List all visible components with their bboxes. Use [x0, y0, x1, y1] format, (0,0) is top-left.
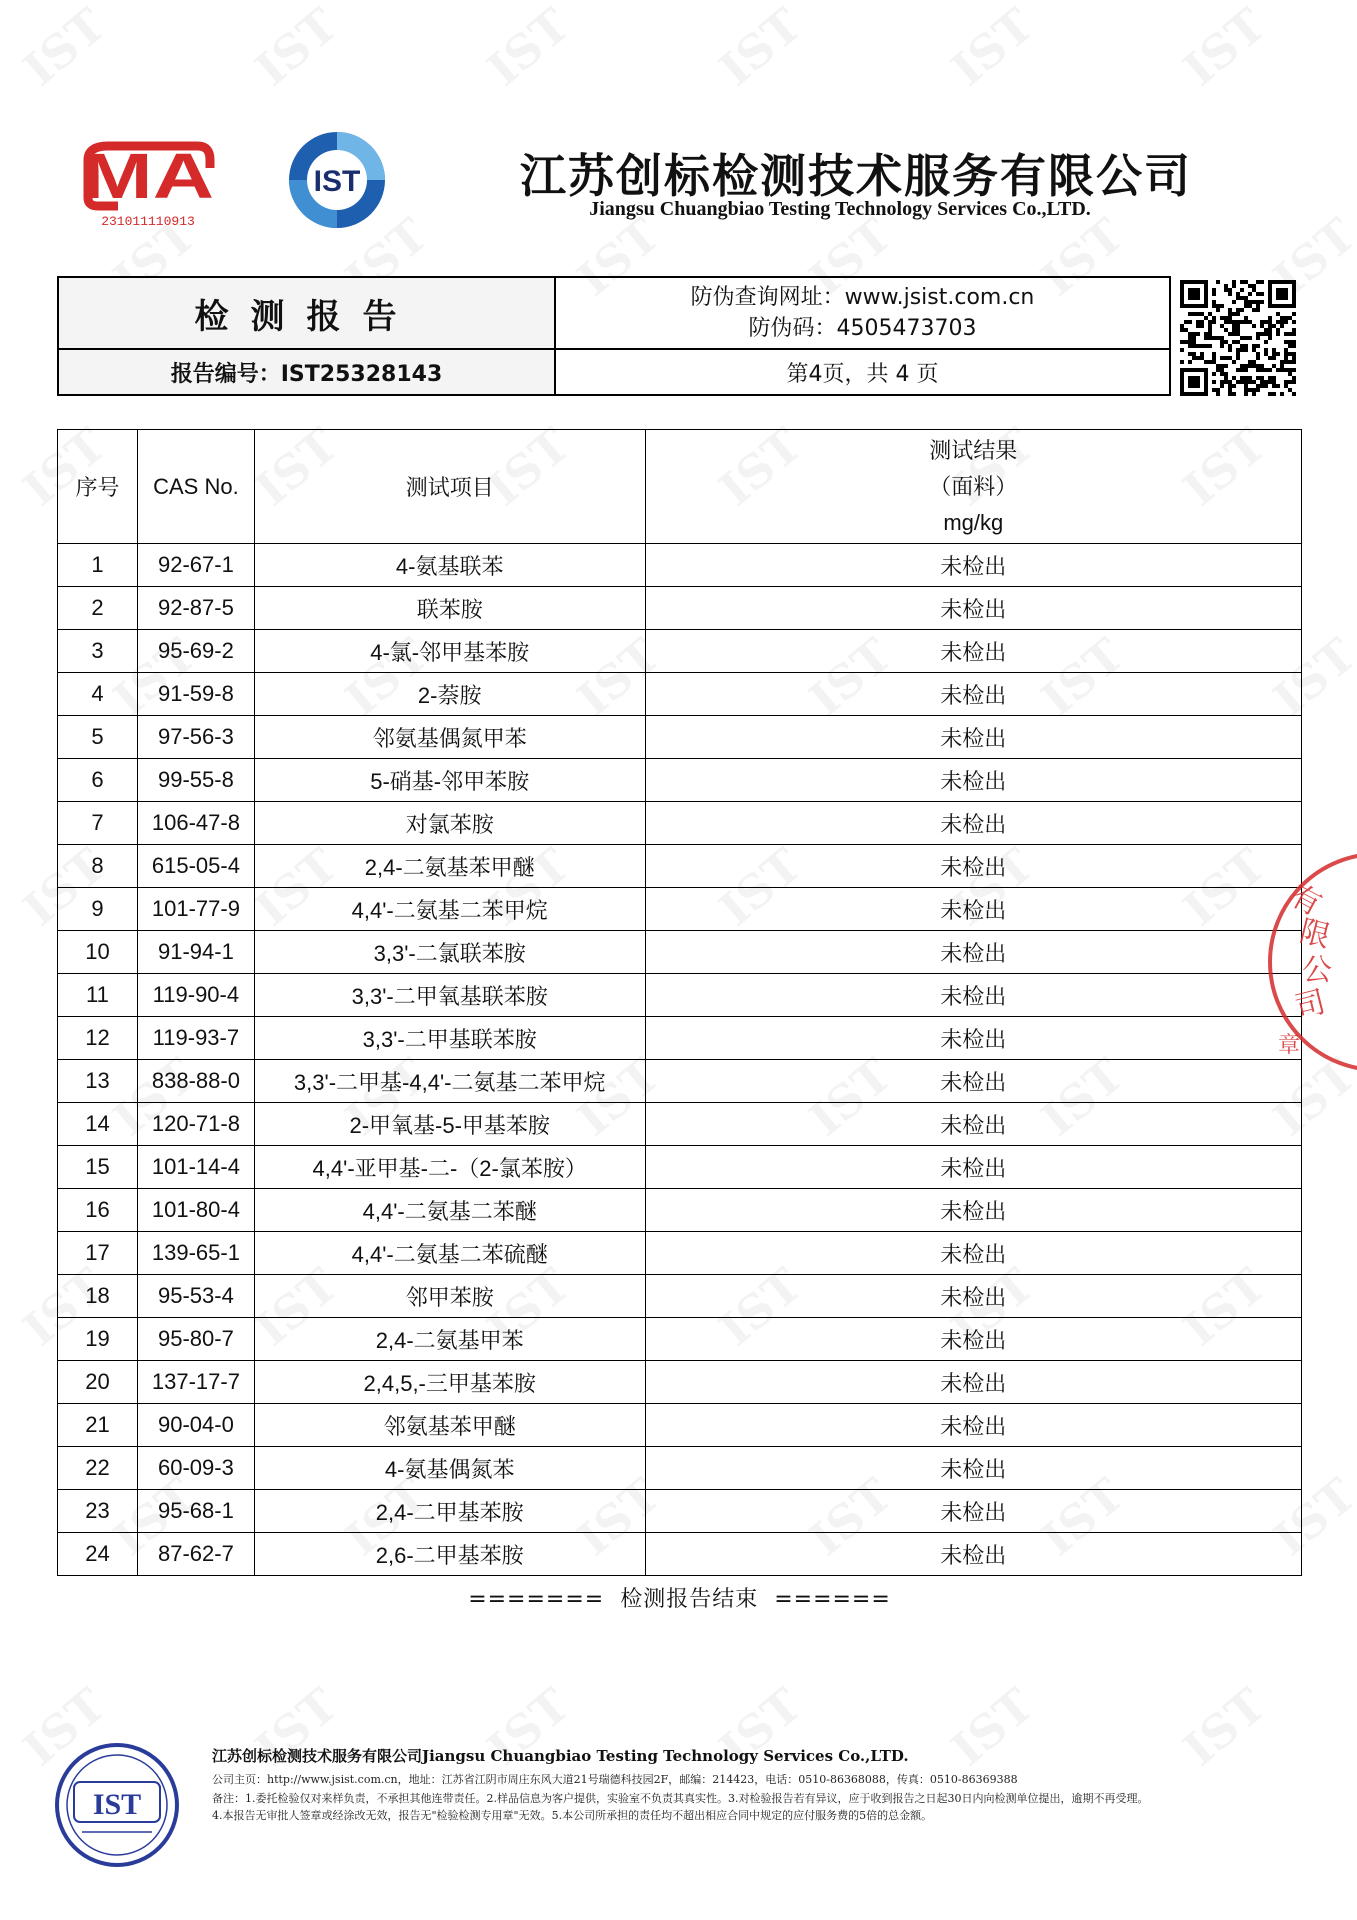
cell-item: 对氯苯胺 — [254, 802, 645, 845]
cell-item: 4,4'-二氨基二苯硫醚 — [254, 1232, 645, 1275]
cell-index: 11 — [58, 974, 138, 1017]
cell-index: 6 — [58, 759, 138, 802]
watermark-text — [941, 1678, 1044, 1777]
cell-index: 2 — [58, 587, 138, 630]
cell-item: 4,4'-二氨基二苯醚 — [254, 1189, 645, 1232]
cell-cas: 60-09-3 — [137, 1447, 254, 1490]
anti-fake-url: 防伪查询网址：www.jsist.com.cn — [690, 285, 1035, 310]
cell-item: 2,4-二氨基甲苯 — [254, 1318, 645, 1361]
qr-code[interactable] — [1180, 280, 1296, 396]
svg-text:MA: MA — [82, 140, 214, 212]
cell-item: 5-硝基-邻甲苯胺 — [254, 759, 645, 802]
cell-result: 未检出 — [645, 1318, 1301, 1361]
cell-index: 24 — [58, 1533, 138, 1576]
ist-logo-text: IST — [313, 165, 361, 198]
cell-cas: 91-94-1 — [137, 931, 254, 974]
table-row — [58, 1146, 1302, 1189]
cell-item: 2,4,5,-三甲基苯胺 — [254, 1361, 645, 1404]
header-result — [645, 430, 1301, 544]
cell-index: 15 — [58, 1146, 138, 1189]
table-row — [58, 802, 1302, 845]
results-table — [57, 429, 1302, 1576]
cell-cas: 120-71-8 — [137, 1103, 254, 1146]
cell-item: 邻氨基偶氮甲苯 — [254, 716, 645, 759]
cell-result: 未检出 — [645, 1146, 1301, 1189]
cell-result: 未检出 — [645, 1060, 1301, 1103]
watermark-text — [1173, 1678, 1276, 1777]
table-row — [58, 587, 1302, 630]
watermark-text — [477, 0, 580, 96]
cell-cas: 95-69-2 — [137, 630, 254, 673]
cell-cas: 119-93-7 — [137, 1017, 254, 1060]
page-info: 第4页，共 4 页 — [786, 361, 939, 387]
footer-note-2: 4.本报告无审批人签章或经涂改无效，报告无"检验检测专用章"无效。5.本公司所承担的责任均不超出相应合同中规定的应付服务费的5倍的总金额。 — [212, 1809, 933, 1822]
watermark-text — [1173, 0, 1276, 96]
cell-cas: 101-77-9 — [137, 888, 254, 931]
cell-result: 未检出 — [645, 1447, 1301, 1490]
cell-cas: 106-47-8 — [137, 802, 254, 845]
cell-result: 未检出 — [645, 1189, 1301, 1232]
cell-cas: 92-87-5 — [137, 587, 254, 630]
cell-result: 未检出 — [645, 1490, 1301, 1533]
svg-text:章: 章 — [1278, 1033, 1301, 1058]
cell-item: 2,4-二甲基苯胺 — [254, 1490, 645, 1533]
results-table-body — [58, 544, 1302, 1576]
table-row — [58, 1318, 1302, 1361]
cell-item: 3,3'-二甲基联苯胺 — [254, 1017, 645, 1060]
cell-cas: 99-55-8 — [137, 759, 254, 802]
cell-result: 未检出 — [645, 759, 1301, 802]
report-title: 检测报告 — [59, 278, 556, 350]
header-item: 测试项目 — [254, 430, 645, 544]
report-number: 报告编号：IST25328143 — [59, 350, 556, 394]
ist-testing-seal — [52, 1740, 182, 1870]
cell-index: 22 — [58, 1447, 138, 1490]
cell-cas: 101-14-4 — [137, 1146, 254, 1189]
footer-note-1: 备注：1.委托检验仅对来样负责，不承担其他连带责任。2.样品信息为客户提供，实验室不负责其真实性。3.对检验报告若有异议，应于收到报告之日起30日内向检测单位提出，逾期不再受理。 — [212, 1792, 1149, 1805]
table-row — [58, 1404, 1302, 1447]
report-info-box — [57, 276, 1171, 396]
anti-counterfeit-info — [556, 278, 1169, 350]
cell-result: 未检出 — [645, 1232, 1301, 1275]
svg-text:有: 有 — [1284, 878, 1328, 924]
cell-result: 未检出 — [645, 802, 1301, 845]
cell-cas: 92-67-1 — [137, 544, 254, 587]
cell-index: 18 — [58, 1275, 138, 1318]
cell-index: 8 — [58, 845, 138, 888]
company-name-cn: 江苏创标检测技术服务有限公司 — [520, 149, 1192, 203]
cell-cas: 95-68-1 — [137, 1490, 254, 1533]
cell-item: 3,3'-二甲基-4,4'-二氨基二苯甲烷 — [254, 1060, 645, 1103]
cell-result: 未检出 — [645, 845, 1301, 888]
cell-result: 未检出 — [645, 1361, 1301, 1404]
cell-item: 联苯胺 — [254, 587, 645, 630]
header-result-line1: 测试结果 — [929, 437, 1018, 463]
cell-index: 10 — [58, 931, 138, 974]
cell-index: 14 — [58, 1103, 138, 1146]
cell-item: 4,4'-二氨基二苯甲烷 — [254, 888, 645, 931]
cell-cas: 95-53-4 — [137, 1275, 254, 1318]
table-row — [58, 1017, 1302, 1060]
table-row — [58, 1232, 1302, 1275]
cell-index: 7 — [58, 802, 138, 845]
header-index: 序号 — [58, 430, 138, 544]
table-row — [58, 845, 1302, 888]
cell-index: 3 — [58, 630, 138, 673]
cell-result: 未检出 — [645, 544, 1301, 587]
table-row — [58, 1447, 1302, 1490]
cell-result: 未检出 — [645, 587, 1301, 630]
cell-cas: 87-62-7 — [137, 1533, 254, 1576]
cell-result: 未检出 — [645, 931, 1301, 974]
cell-result: 未检出 — [645, 974, 1301, 1017]
table-row — [58, 630, 1302, 673]
cell-index: 5 — [58, 716, 138, 759]
table-row — [58, 974, 1302, 1017]
watermark-text — [709, 0, 812, 96]
header-result-line3: mg/kg — [943, 509, 1004, 535]
cell-item: 2,6-二甲基苯胺 — [254, 1533, 645, 1576]
cell-item: 2,4-二氨基苯甲醚 — [254, 845, 645, 888]
company-name-en: Jiangsu Chuangbiao Testing Technology Services Co.,LTD. — [589, 198, 1091, 220]
table-row — [58, 1275, 1302, 1318]
footer-company: 江苏创标检测技术服务有限公司Jiangsu Chuangbiao Testing Technology Services Co.,LTD. — [212, 1747, 909, 1765]
cell-cas: 101-80-4 — [137, 1189, 254, 1232]
cell-cas: 91-59-8 — [137, 673, 254, 716]
table-row — [58, 759, 1302, 802]
cell-cas: 97-56-3 — [137, 716, 254, 759]
cell-index: 1 — [58, 544, 138, 587]
cell-result: 未检出 — [645, 1404, 1301, 1447]
report-end-marker: ======= 检测报告结束 ====== — [468, 1587, 891, 1612]
cell-index: 20 — [58, 1361, 138, 1404]
footer-contact: 公司主页：http://www.jsist.com.cn，地址：江苏省江阴市周庄东风大道21号瑞德科技园2F，邮编：214423，电话：0510-86368088，传真：0510-86369388 — [212, 1773, 1018, 1786]
cell-item: 3,3'-二氯联苯胺 — [254, 931, 645, 974]
cell-item: 2-萘胺 — [254, 673, 645, 716]
cell-cas: 139-65-1 — [137, 1232, 254, 1275]
cma-code: 231011110913 — [101, 214, 195, 229]
svg-text:司: 司 — [1291, 984, 1330, 1026]
cell-item: 4-氨基联苯 — [254, 544, 645, 587]
cell-cas: 615-05-4 — [137, 845, 254, 888]
cell-item: 2-甲氧基-5-甲基苯胺 — [254, 1103, 645, 1146]
cell-item: 邻氨基苯甲醚 — [254, 1404, 645, 1447]
cell-index: 12 — [58, 1017, 138, 1060]
cell-index: 19 — [58, 1318, 138, 1361]
cell-result: 未检出 — [645, 888, 1301, 931]
cma-logo — [78, 138, 218, 230]
cell-result: 未检出 — [645, 1275, 1301, 1318]
table-row — [58, 1189, 1302, 1232]
svg-text:限: 限 — [1296, 913, 1334, 956]
cell-item: 4,4'-亚甲基-二-（2-氯苯胺） — [254, 1146, 645, 1189]
cell-item: 4-氨基偶氮苯 — [254, 1447, 645, 1490]
footer-seal-text: IST — [92, 1788, 142, 1821]
cell-result: 未检出 — [645, 673, 1301, 716]
table-row — [58, 673, 1302, 716]
cell-index: 9 — [58, 888, 138, 931]
table-row — [58, 1103, 1302, 1146]
table-row — [58, 888, 1302, 931]
cell-result: 未检出 — [645, 630, 1301, 673]
table-row — [58, 1533, 1302, 1576]
header-result-line2: （面料） — [929, 473, 1018, 499]
cell-index: 13 — [58, 1060, 138, 1103]
cell-index: 4 — [58, 673, 138, 716]
cell-index: 23 — [58, 1490, 138, 1533]
anti-fake-code: 防伪码：4505473703 — [748, 316, 977, 341]
cell-item: 邻甲苯胺 — [254, 1275, 645, 1318]
table-row — [58, 544, 1302, 587]
header-cas: CAS No. — [137, 430, 254, 544]
cell-cas: 119-90-4 — [137, 974, 254, 1017]
cell-index: 21 — [58, 1404, 138, 1447]
ist-logo — [280, 128, 395, 233]
svg-text:公: 公 — [1302, 953, 1332, 988]
cell-cas: 137-17-7 — [137, 1361, 254, 1404]
table-row — [58, 1490, 1302, 1533]
cell-result: 未检出 — [645, 1103, 1301, 1146]
cell-item: 3,3'-二甲氧基联苯胺 — [254, 974, 645, 1017]
cell-cas: 838-88-0 — [137, 1060, 254, 1103]
table-row — [58, 1361, 1302, 1404]
cell-cas: 95-80-7 — [137, 1318, 254, 1361]
cell-item: 4-氯-邻甲基苯胺 — [254, 630, 645, 673]
table-row — [58, 931, 1302, 974]
cell-result: 未检出 — [645, 1533, 1301, 1576]
cell-index: 16 — [58, 1189, 138, 1232]
table-row — [58, 716, 1302, 759]
watermark-text — [13, 0, 116, 96]
cell-result: 未检出 — [645, 1017, 1301, 1060]
cell-index: 17 — [58, 1232, 138, 1275]
cell-result: 未检出 — [645, 716, 1301, 759]
watermark-text — [245, 0, 348, 96]
table-row — [58, 1060, 1302, 1103]
watermark-text — [941, 0, 1044, 96]
cell-cas: 90-04-0 — [137, 1404, 254, 1447]
table-header-row — [58, 430, 1302, 544]
